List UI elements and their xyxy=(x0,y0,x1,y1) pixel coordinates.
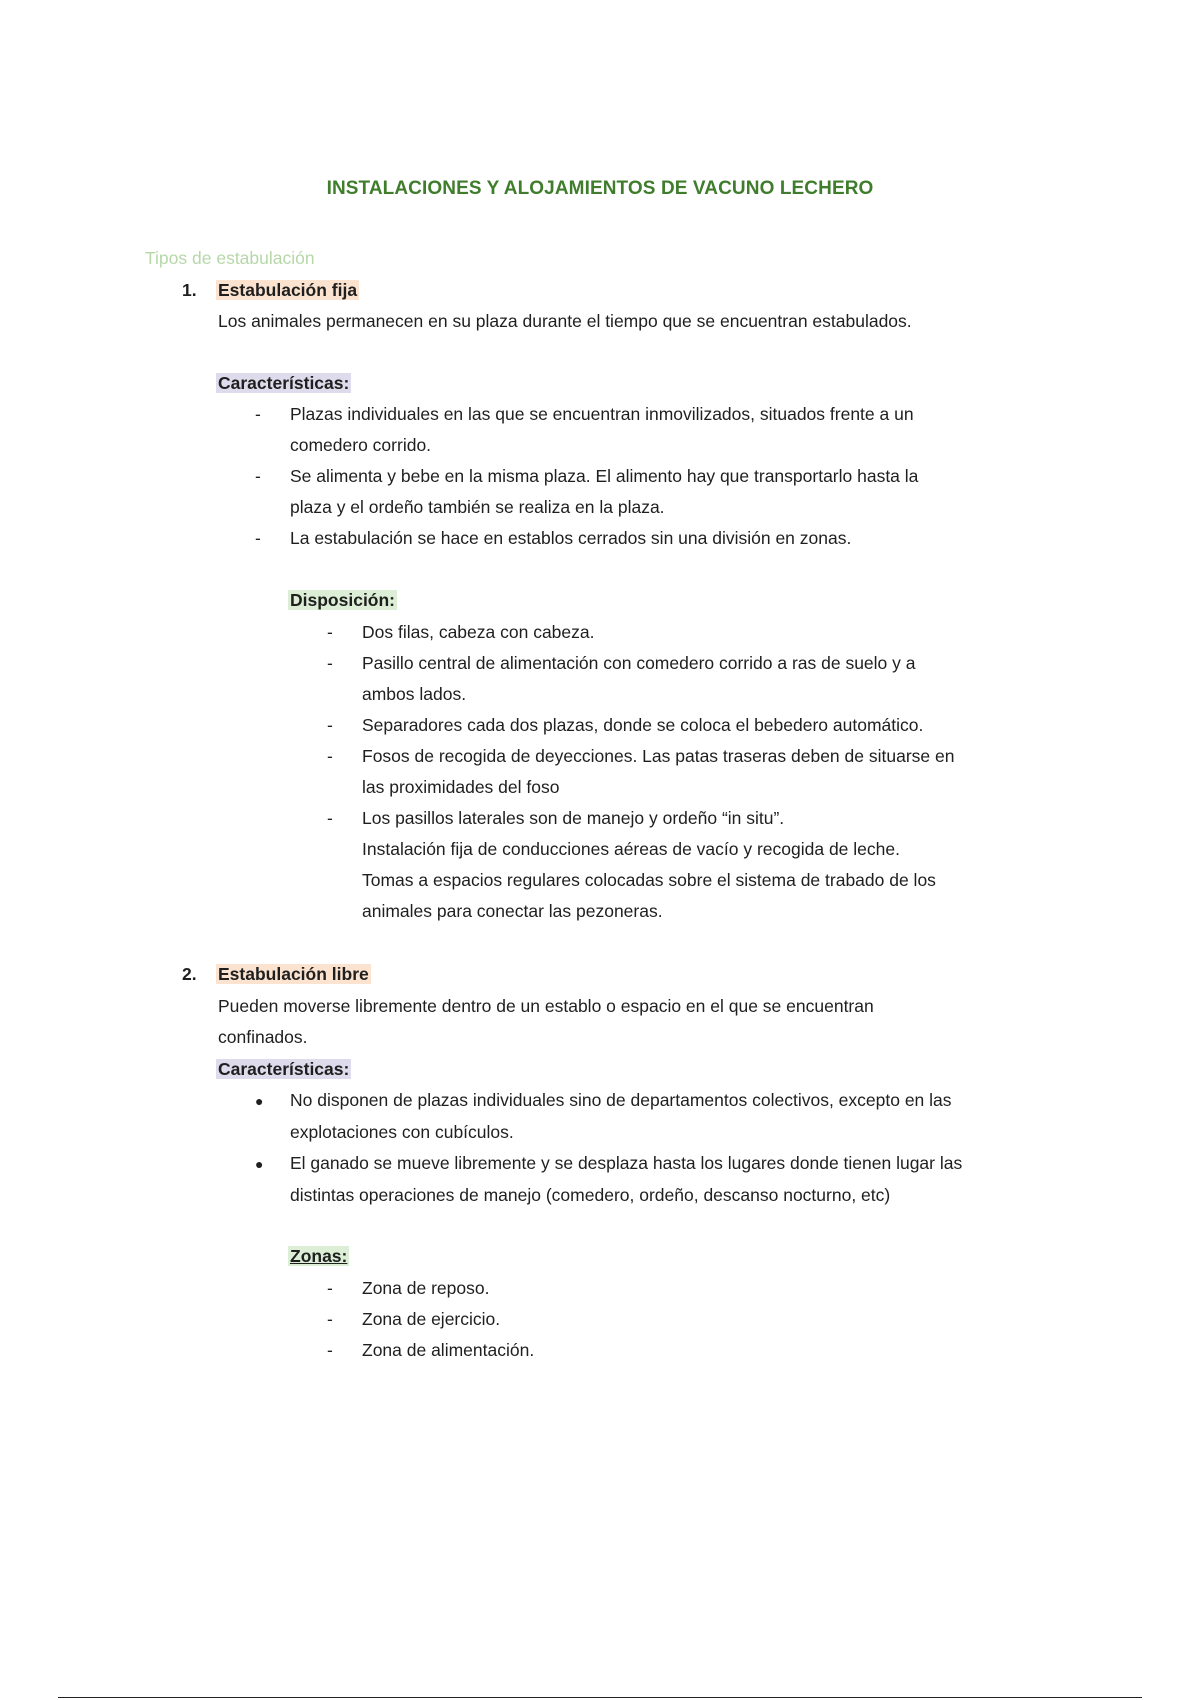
section2-characteristics-label-text: Características: xyxy=(218,1059,350,1079)
dash-bullet-icon: - xyxy=(327,1278,333,1298)
list-item-continuation: explotaciones con cubículos. xyxy=(290,1122,514,1142)
list-item: Zona de alimentación. xyxy=(362,1340,535,1360)
dash-bullet-icon: - xyxy=(255,466,261,486)
list-item: Zona de reposo. xyxy=(362,1278,490,1298)
list-item: Zona de ejercicio. xyxy=(362,1309,501,1329)
page-bottom-rule xyxy=(58,1697,1142,1698)
dash-bullet-icon: - xyxy=(255,404,261,424)
dot-bullet-icon: ● xyxy=(255,1093,264,1109)
section1-intro: Los animales permanecen en su plaza durante el tiempo que se encuentran estabulados. xyxy=(218,311,912,331)
section1-characteristics-label-text: Características: xyxy=(218,373,350,393)
section2-intro: Pueden moverse libremente dentro de un establo o espacio en el que se encuentran xyxy=(218,996,874,1016)
list-item-continuation: Tomas a espacios regulares colocadas sobre el sistema de trabado de los xyxy=(362,870,936,890)
list-item: Fosos de recogida de deyecciones. Las patas traseras deben de situarse en xyxy=(362,746,955,766)
dash-bullet-icon: - xyxy=(327,653,333,673)
section2-intro-continuation: confinados. xyxy=(218,1027,308,1047)
list-item: Separadores cada dos plazas, donde se coloca el bebedero automático. xyxy=(362,715,924,735)
section1-number: 1. xyxy=(182,280,197,300)
disposition-label xyxy=(288,589,397,611)
list-item-continuation: distintas operaciones de manejo (comedero, ordeño, descanso nocturno, etc) xyxy=(290,1185,891,1205)
list-item: Se alimenta y bebe en la misma plaza. El alimento hay que transportarlo hasta la xyxy=(290,466,919,486)
section2-heading xyxy=(216,963,371,985)
dash-bullet-icon: - xyxy=(255,528,261,548)
section1-heading-text: Estabulación fija xyxy=(218,280,358,300)
list-item: Plazas individuales en las que se encuentran inmovilizados, situados frente a un xyxy=(290,404,914,424)
list-item: La estabulación se hace en establos cerrados sin una división en zonas. xyxy=(290,528,852,548)
list-item-continuation: plaza y el ordeño también se realiza en la plaza. xyxy=(290,497,665,517)
dash-bullet-icon: - xyxy=(327,746,333,766)
dash-bullet-icon: - xyxy=(327,1309,333,1329)
list-item: El ganado se mueve libremente y se desplaza hasta los lugares donde tienen lugar las xyxy=(290,1153,963,1173)
list-item-continuation: las proximidades del foso xyxy=(362,777,560,797)
list-item: No disponen de plazas individuales sino de departamentos colectivos, excepto en las xyxy=(290,1090,952,1110)
dash-bullet-icon: - xyxy=(327,715,333,735)
dash-bullet-icon: - xyxy=(327,808,333,828)
zones-label-text: Zonas: xyxy=(290,1246,348,1266)
list-item-continuation: ambos lados. xyxy=(362,684,467,704)
dot-bullet-icon: ● xyxy=(255,1156,264,1172)
section1-characteristics-label xyxy=(216,372,351,394)
section2-number: 2. xyxy=(182,964,197,984)
zones-label xyxy=(288,1245,349,1267)
list-item-continuation: animales para conectar las pezoneras. xyxy=(362,901,663,921)
dash-bullet-icon: - xyxy=(327,1340,333,1360)
list-item: Los pasillos laterales son de manejo y ordeño “in situ”. xyxy=(362,808,785,828)
list-item-continuation: Instalación fija de conducciones aéreas de vacío y recogida de leche. xyxy=(362,839,900,859)
section1-heading xyxy=(216,279,359,301)
document-title: INSTALACIONES Y ALOJAMIENTOS DE VACUNO LECHERO xyxy=(326,178,874,199)
section2-characteristics-label xyxy=(216,1058,351,1080)
list-item-continuation: comedero corrido. xyxy=(290,435,432,455)
disposition-label-text: Disposición: xyxy=(290,590,396,610)
list-item: Dos filas, cabeza con cabeza. xyxy=(362,622,595,642)
list-item: Pasillo central de alimentación con comedero corrido a ras de suelo y a xyxy=(362,653,916,673)
section2-heading-text: Estabulación libre xyxy=(218,964,369,984)
subtitle: Tipos de estabulación xyxy=(145,248,315,268)
dash-bullet-icon: - xyxy=(327,622,333,642)
